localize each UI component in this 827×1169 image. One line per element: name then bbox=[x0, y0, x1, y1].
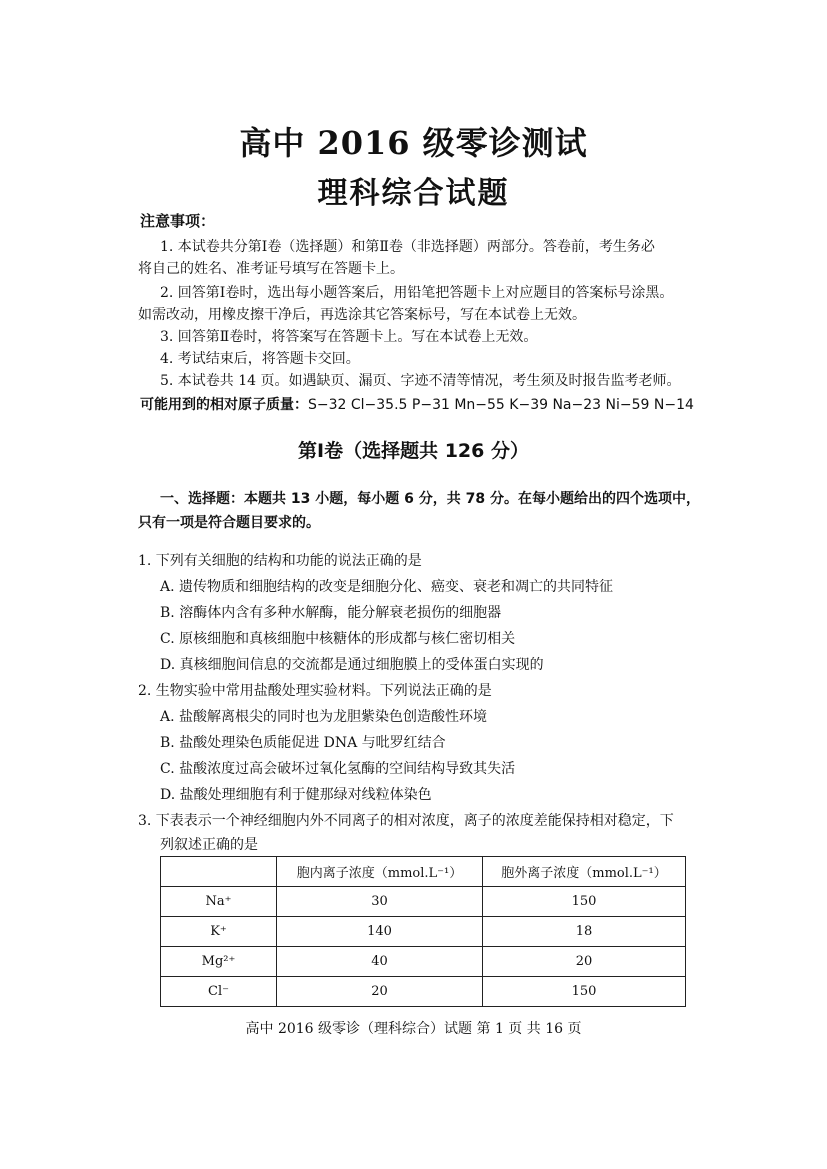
table-row bbox=[161, 917, 686, 947]
table-header-cell: 胞内离子浓度（mmol.L⁻¹） bbox=[277, 857, 483, 887]
atomic-mass-line bbox=[140, 394, 694, 414]
question-1-option-a: A. 遗传物质和细胞结构的改变是细胞分化、癌变、衰老和凋亡的共同特征 bbox=[160, 579, 614, 595]
page-footer: 高中 2016 级零诊（理科综合）试题 第 1 页 共 16 页 bbox=[245, 1021, 582, 1037]
question-3-stem-cont: 列叙述正确的是 bbox=[160, 837, 258, 853]
notice-line: 4. 考试结束后，将答题卡交回。 bbox=[160, 351, 360, 367]
table-row bbox=[161, 977, 686, 1007]
table-row bbox=[161, 947, 686, 977]
section-title: 第Ⅰ卷（选择题共 126 分） bbox=[298, 440, 529, 462]
atomic-mass-label: 可能用到的相对原子质量： bbox=[140, 397, 308, 413]
question-1-option-b: B. 溶酶体内含有多种水解酶，能分解衰老损伤的细胞器 bbox=[160, 605, 502, 621]
section-intro-line: 只有一项是符合题目要求的。 bbox=[138, 515, 320, 531]
question-3-stem: 3. 下表表示一个神经细胞内外不同离子的相对浓度，离子的浓度差能保持相对稳定，下 bbox=[138, 813, 674, 829]
table-header-cell: 胞外离子浓度（mmol.L⁻¹） bbox=[483, 857, 686, 887]
ion-name-cell: K⁺ bbox=[161, 917, 277, 947]
notice-heading: 注意事项： bbox=[140, 212, 216, 230]
intracellular-cell: 140 bbox=[277, 917, 483, 947]
question-2-option-d: D. 盐酸处理细胞有利于健那绿对线粒体染色 bbox=[160, 787, 432, 803]
ion-name-cell: Cl⁻ bbox=[161, 977, 277, 1007]
notice-line: 将自己的姓名、准考证号填写在答题卡上。 bbox=[138, 261, 404, 277]
table-header-row bbox=[161, 857, 686, 887]
notice-line: 1. 本试卷共分第Ⅰ卷（选择题）和第Ⅱ卷（非选择题）两部分。答卷前，考生务必 bbox=[160, 239, 655, 255]
table-row bbox=[161, 887, 686, 917]
extracellular-cell: 20 bbox=[483, 947, 686, 977]
question-1-stem: 1. 下列有关细胞的结构和功能的说法正确的是 bbox=[138, 553, 422, 569]
extracellular-cell: 18 bbox=[483, 917, 686, 947]
question-1-option-c: C. 原核细胞和真核细胞中核糖体的形成都与核仁密切相关 bbox=[160, 631, 516, 647]
question-1-option-d: D. 真核细胞间信息的交流都是通过细胞膜上的受体蛋白实现的 bbox=[160, 657, 544, 673]
exam-title: 高中 2016 级零诊测试 bbox=[239, 124, 588, 162]
notice-line: 2. 回答第Ⅰ卷时，选出每小题答案后，用铅笔把答题卡上对应题目的答案标号涂黑。 bbox=[160, 285, 674, 301]
ion-name-cell: Na⁺ bbox=[161, 887, 277, 917]
question-2-option-b: B. 盐酸处理染色质能促进 DNA 与吡罗红结合 bbox=[160, 735, 446, 751]
notice-line: 如需改动，用橡皮擦干净后，再选涂其它答案标号，写在本试卷上无效。 bbox=[138, 307, 586, 323]
exam-subtitle: 理科综合试题 bbox=[317, 176, 510, 211]
ion-concentration-table bbox=[160, 856, 686, 1007]
table-header-cell bbox=[161, 857, 277, 887]
atomic-mass-values: S−32 Cl−35.5 P−31 Mn−55 K−39 Na−23 Ni−59 N−14 bbox=[308, 397, 694, 413]
question-2-option-c: C. 盐酸浓度过高会破坏过氧化氢酶的空间结构导致其失活 bbox=[160, 761, 516, 777]
intracellular-cell: 30 bbox=[277, 887, 483, 917]
notice-line: 3. 回答第Ⅱ卷时，将答案写在答题卡上。写在本试卷上无效。 bbox=[160, 329, 538, 345]
question-2-option-a: A. 盐酸解离根尖的同时也为龙胆紫染色创造酸性环境 bbox=[160, 709, 488, 725]
notice-line: 5. 本试卷共 14 页。如遇缺页、漏页、字迹不清等情况，考生须及时报告监考老师。 bbox=[160, 373, 681, 389]
ion-name-cell: Mg²⁺ bbox=[161, 947, 277, 977]
question-2-stem: 2. 生物实验中常用盐酸处理实验材料。下列说法正确的是 bbox=[138, 683, 492, 699]
section-intro-line: 一、选择题：本题共 13 小题，每小题 6 分，共 78 分。在每小题给出的四个选项中， bbox=[160, 491, 700, 507]
extracellular-cell: 150 bbox=[483, 887, 686, 917]
intracellular-cell: 40 bbox=[277, 947, 483, 977]
extracellular-cell: 150 bbox=[483, 977, 686, 1007]
intracellular-cell: 20 bbox=[277, 977, 483, 1007]
